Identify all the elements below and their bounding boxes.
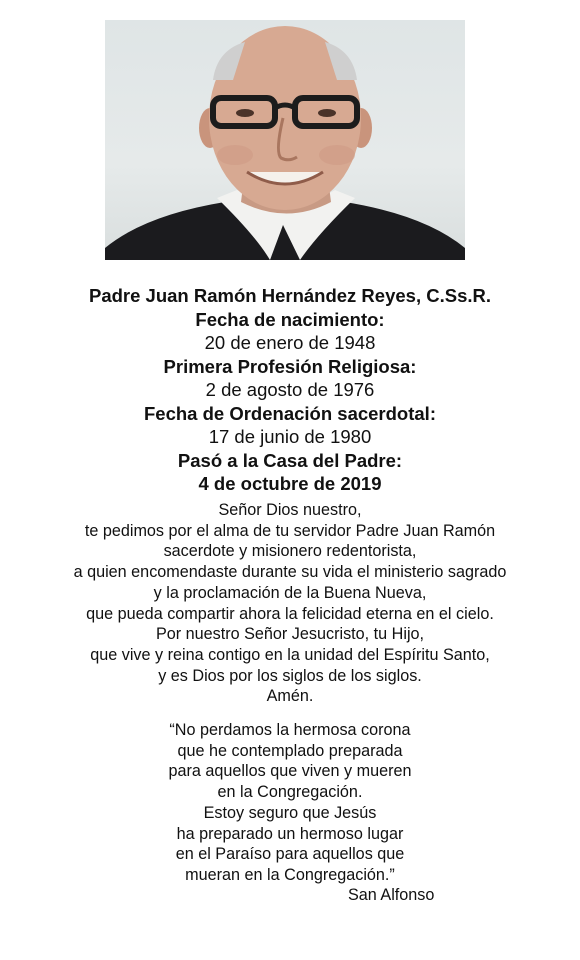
prayer [0,500,580,707]
portrait-image [105,20,465,260]
prayer-line: y la proclamación de la Buena Nueva, [153,583,427,602]
quote-line: Estoy seguro que Jesús [203,803,377,822]
prayer-line: Amén. [266,687,314,706]
prayer-line: que vive y reina contigo en la unidad del Espíritu Santo, [90,645,490,664]
birth-date: 20 de enero de 1948 [204,332,376,353]
quote-line: en el Paraíso para aquellos que [175,845,405,864]
quote-line: en la Congregación. [217,783,363,802]
prayer-line: Por nuestro Señor Jesucristo, tu Hijo, [155,625,425,644]
quote-line: que he contemplado preparada [177,741,403,760]
prayer-line: te pedimos por el alma de tu servidor Padre Juan Ramón [84,521,496,540]
quote-line: “No perdamos la hermosa corona [169,721,411,739]
header [0,284,580,496]
death-label: Pasó a la Casa del Padre: [177,449,403,471]
ordination-date: 17 de junio de 1980 [208,426,372,447]
portrait-photo [105,20,465,260]
ordination-label: Fecha de Ordenación sacerdotal: [144,402,436,424]
prayer-line: a quien encomendaste durante su vida el ministerio sagrado [73,563,507,582]
quote-line: para aquellos que viven y mueren [168,762,412,781]
prayer-line: que pueda compartir ahora la felicidad eterna en el cielo. [86,604,494,623]
prayer-line: y es Dios por los siglos de los siglos. [158,666,422,685]
profession-label: Primera Profesión Religiosa: [163,355,417,377]
name: Padre Juan Ramón Hernández Reyes, C.Ss.R. [89,285,491,306]
quote [0,720,580,886]
quote-line: ha preparado un hermoso lugar [176,824,404,843]
quote-attribution: San Alfonso [348,886,435,904]
birth-label: Fecha de nacimiento: [195,308,385,330]
death-date: 4 de octubre de 2019 [198,473,382,494]
prayer-line: sacerdote y misionero redentorista, [163,542,417,561]
quote-line: mueran en la Congregación.” [185,865,395,884]
prayer-line: Señor Dios nuestro, [218,501,362,519]
profession-date: 2 de agosto de 1976 [205,379,375,400]
